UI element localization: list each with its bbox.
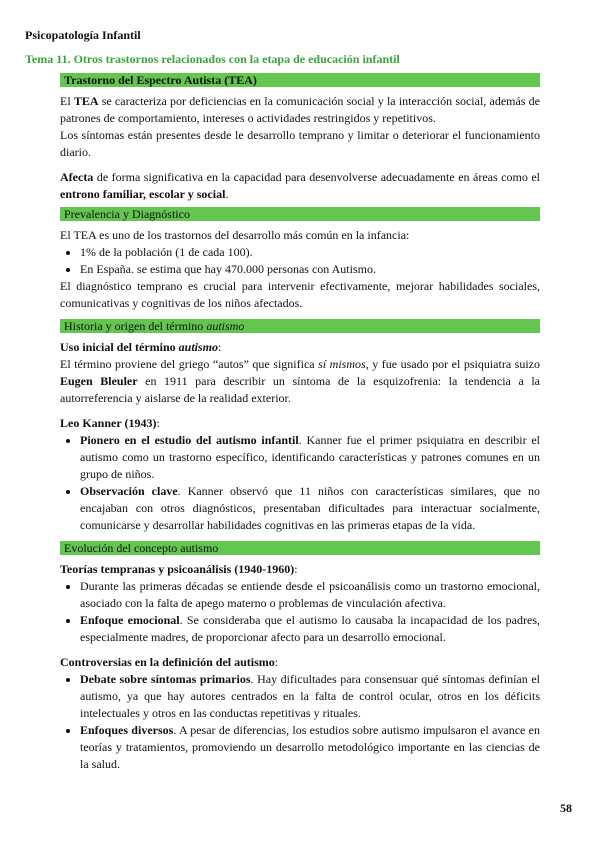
bullet-list	[60, 671, 540, 773]
running-header: Psicopatología Infantil	[25, 28, 141, 42]
paragraph: El diagnóstico temprano es crucial para intervenir efectivamente, mejorar habilidades sociales, comunicativas y cognitivas de los niños afectados.	[60, 279, 540, 310]
section-bar-historia: Historia y origen del término autismo	[60, 319, 540, 333]
bullet-list	[60, 578, 540, 646]
subheading: Controversias en la definición del autismo:	[60, 655, 279, 669]
paragraph: Los síntomas están presentes desde le desarrollo temprano y limitar o deteriorar el funcionamiento diario.	[60, 128, 540, 159]
section-prevalencia-body	[60, 227, 540, 312]
list-item: • En España. se estima que hay 470.000 personas con Autismo.	[80, 261, 540, 278]
paragraph: El término proviene del griego “autos” que significa sí mismos, y fue usado por el psiquiatra suizo Eugen Bleuler en 1911 para describir un síntoma de la esquizofrenia: la tendencia a la autorreferencia y aislarse de la realidad exterior.	[60, 357, 541, 405]
list-item: • Enfoques diversos. A pesar de diferencias, los estudios sobre autismo impulsaron el avance en teorías y tratamientos, promoviendo un desarrollo metodológico importante en las ciencias de la salud.	[80, 722, 540, 773]
paragraph: El TEA se caracteriza por deficiencias en la comunicación social y la interacción social, además de patrones de comportamiento, intereses o actividades restringidos y repetitivos.	[60, 94, 540, 125]
chapter-title: Tema 11. Otros trastornos relacionados con la etapa de educación infantil	[25, 52, 400, 66]
section-tea-body	[60, 93, 540, 203]
subheading: Teorías tempranas y psicoanálisis (1940-1960):	[60, 562, 298, 576]
subheading: Uso inicial del término autismo:	[60, 340, 222, 354]
paragraph: El TEA es uno de los trastornos del desarrollo más común en la infancia:	[60, 228, 410, 242]
list-item: • Enfoque emocional. Se consideraba que el autismo lo causaba la incapacidad de los padres, especialmente madres, de proporcionar afecto para un desarrollo emocional.	[80, 612, 540, 646]
section-bar-evolucion: Evolución del concepto autismo	[60, 541, 540, 555]
page-number: 58	[560, 801, 572, 815]
list-item: • Debate sobre síntomas primarios. Hay dificultades para consensuar qué síntomas definían el autismo, ya que hay autores centrados en la falta de control ocular, otros en los déficits intelectuales y otros en las conductas repetitivas y rituales.	[80, 671, 540, 722]
paragraph: Afecta de forma significativa en la capacidad para desenvolverse adecuadamente en áreas como el entrono familiar, escolar y social.	[60, 170, 540, 201]
section-historia-body	[60, 339, 540, 534]
section-bar-tea: Trastorno del Espectro Autista (TEA)	[60, 73, 540, 87]
list-item: • Observación clave. Kanner observó que 11 niños con características similares, que no encajaban con otros diagnósticos, presentaban dificultades para interactuar socialmente, comunicarse y desarrollar habilidades cognitivas en las primeras etapas de la vida.	[80, 483, 540, 534]
section-evolucion-body	[60, 561, 540, 773]
section-bar-prevalencia: Prevalencia y Diagnóstico	[60, 207, 540, 221]
bullet-list	[60, 432, 540, 534]
list-item: • Durante las primeras décadas se entiende desde el psicoanálisis como un trastorno emocional, asociado con la falta de apego materno o problemas de vinculación afectiva.	[80, 578, 540, 612]
subheading: Leo Kanner (1943):	[60, 416, 160, 430]
list-item: • Pionero en el estudio del autismo infantil. Kanner fue el primer psiquiatra en describir el autismo como un trastorno específico, identificando características y patrones comunes en un grupo de niños.	[80, 432, 540, 483]
bullet-list	[60, 244, 540, 278]
list-item: • 1% de la población (1 de cada 100).	[80, 244, 540, 261]
